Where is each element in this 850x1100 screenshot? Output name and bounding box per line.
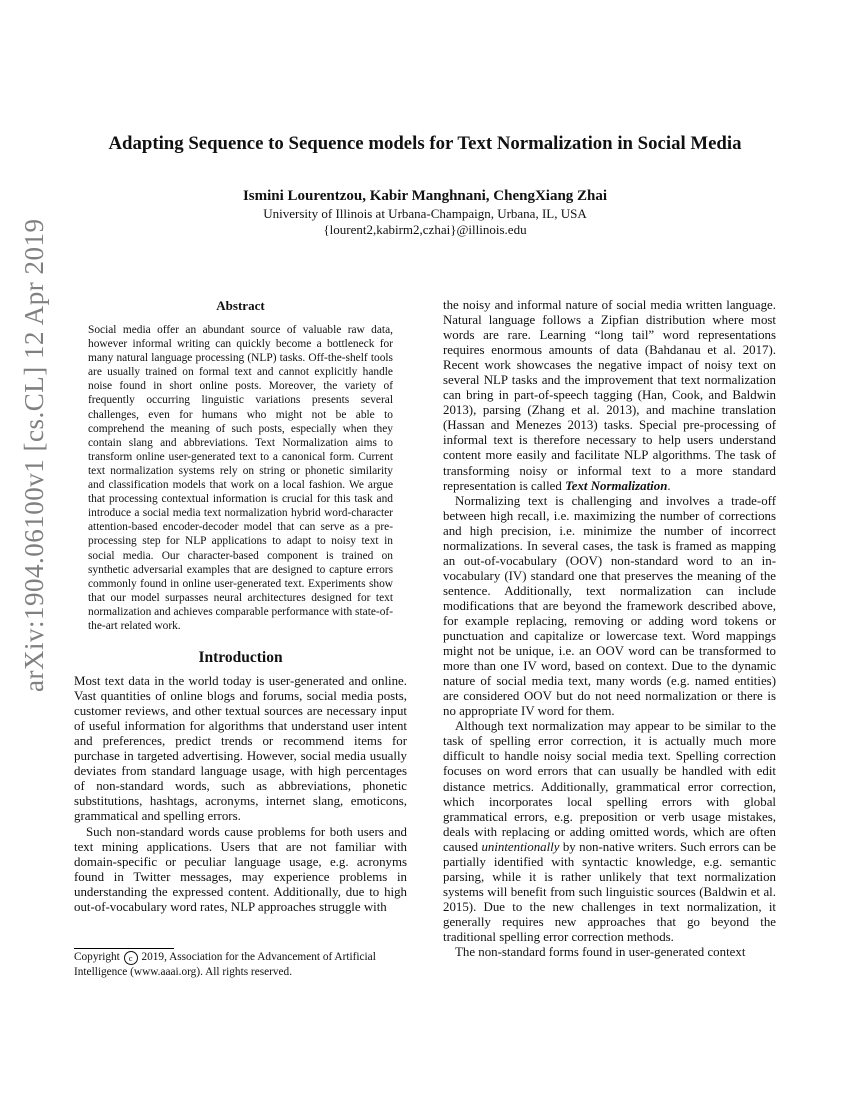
intro-paragraph-4: [443, 719, 776, 945]
affiliation-block: [60, 206, 790, 237]
left-column: [74, 298, 407, 915]
abstract-heading: Abstract: [216, 298, 265, 313]
copyright-prefix: Copyright: [74, 951, 120, 963]
paragraph-text: the noisy and informal nature of social media written language. Natural language follows a Zipfian distribution where most words are rare. Learning “long tail” word representations requires enormous amounts of data (Bahdanau et al. 2017). Recent work showcases the negative impact of noisy text on several NLP tasks and the improvement that text normalization can bring in part-of-speech tagging (Han, Cook, and Baldwin 2013), parsing (Zhang et al. 2013), and machine translation (Hassan and Menezes 2013) tasks. Special pre-processing of informal text is therefore necessary to help users understand content more easily and facilitate NLP algorithms. The task of transforming noisy or informal text to a more standard representation is called: [443, 298, 776, 493]
arxiv-identifier-stamp: arXiv:1904.06100v1 [cs.CL] 12 Apr 2019: [19, 218, 49, 692]
abstract-text: Social media offer an abundant source of valuable raw data, however informal writing can quickly become a bottleneck for many natural language processing (NLP) tasks. Off-the-shelf tools are usually trained on formal text and cannot explicitly handle noise found in short online posts. Moreover, the variety of frequently occurring linguistic variations presents several challenges, even for humans who might not be able to comprehend the meaning of such posts, especially when they contain slang and abbreviations. Text Normalization aims to transform online user-generated text to a canonical form. Current text normalization systems rely on string or phonetic similarity and classification models that work on a local fashion. We argue that processing contextual information is crucial for this task and introduce a social media text normalization hybrid word-character attention-based encoder-decoder model that can serve as a pre-processing step for NLP applications to adapt to noisy text in social media. Our character-based component is trained on synthetic adversarial examples that are designed to capture errors commonly found in online user-generated text. Experiments show that our model surpasses neural architectures designed for text normalization and achieves comparable performance with state-of-the-art related work.: [88, 324, 393, 632]
copyright-text: 2019, Association for the Advancement of Artificial Intelligence (www.aaai.org). All rights reserved.: [74, 951, 376, 978]
author-list: Ismini Lourentzou, Kabir Manghnani, ChengXiang Zhai: [242, 188, 608, 204]
author-emails: {lourent2,kabirm2,czhai}@illinois.edu: [323, 221, 527, 237]
paper-title: Adapting Sequence to Sequence models for Text Normalization in Social Media: [108, 133, 742, 154]
intro-paragraph-3: Normalizing text is challenging and involves a trade-off between high recall, i.e. maximizing the number of corrections and high precision, i.e. minimize the number of incorrect normalizations. In several cases, the task is framed as mapping an out-of-vocabulary (OOV) non-standard word to an in-vocabulary (IV) standard one that preserves the meaning of the sentence. Additionally, text normalization can include modifications that are beyond the framework described above, for example replacing, removing or adding word tokens or punctuation and capitalize or lowercase text. Word mappings might not be unique, i.e. an OOV word can be transformed to more than one IV word, based on context. Due to the dynamic nature of social media text, many words (e.g. named entities) are considered OOV but do not need normalization or there is no appropriate IV word for them.: [443, 493, 776, 719]
paragraph-text-end: .: [667, 478, 671, 493]
copyright-footnote: [74, 950, 414, 979]
intro-paragraph-2: Such non-standard words cause problems for both users and text mining applications. Users that are not familiar with domain-specific or peculiar language usage, e.g. acronyms found in Twitter messages, may experience problems in understanding the expressed content. Additionally, due to high out-of-vocabulary word rates, NLP approaches struggle with: [74, 824, 407, 914]
paragraph-text: Although text normalization may appear to be similar to the task of spelling error correction, it is actually much more difficult to handle noisy social media text. Spelling correction focuses on word errors that can usually be handled with edit distance metrics. Additionally, grammatical error correction, which incorporates local spelling errors with global grammatical errors, e.g. preposition or verb usage mistakes, deals with replacing or adding omitted words, which are often caused: [443, 719, 776, 854]
affiliation: University of Illinois at Urbana-Champaign, Urbana, IL, USA: [263, 206, 587, 221]
emphasized-word: unintentionally: [481, 839, 560, 854]
intro-paragraph-5: The non-standard forms found in user-generated context: [455, 945, 746, 960]
intro-paragraph-1: Most text data in the world today is user-generated and online. Vast quantities of online blogs and forums, social media posts, customer reviews, and other textual sources are necessary input of useful information for algorithms that understand user intent and preferences, predict trends or recommend items for purchase in targeted advertising. However, social media usually deviates from standard language usage, with high percentages of non-standard words, such as abbreviations, phonetic substitutions, hashtags, acronyms, internet slang, emoticons, grammatical and spelling errors.: [74, 674, 407, 824]
right-column: [443, 298, 776, 960]
key-term: Text Normalization: [565, 478, 668, 493]
intro-paragraph-2-continued: [443, 298, 776, 494]
footnote-divider: [74, 948, 174, 949]
paragraph-text-end: by non-native writers. Such errors can be partially identified with syntactic knowledge, e.g. semantic parsing, while it is rather unlikely that text normalization systems will benefit from such linguistic sources (Baldwin et al. 2015). Due to the new challenges in text normalization, it generally requires new approaches that go beyond the traditional spelling error correction methods.: [443, 839, 776, 944]
introduction-heading: Introduction: [198, 649, 283, 667]
copyright-symbol: c: [124, 951, 138, 965]
